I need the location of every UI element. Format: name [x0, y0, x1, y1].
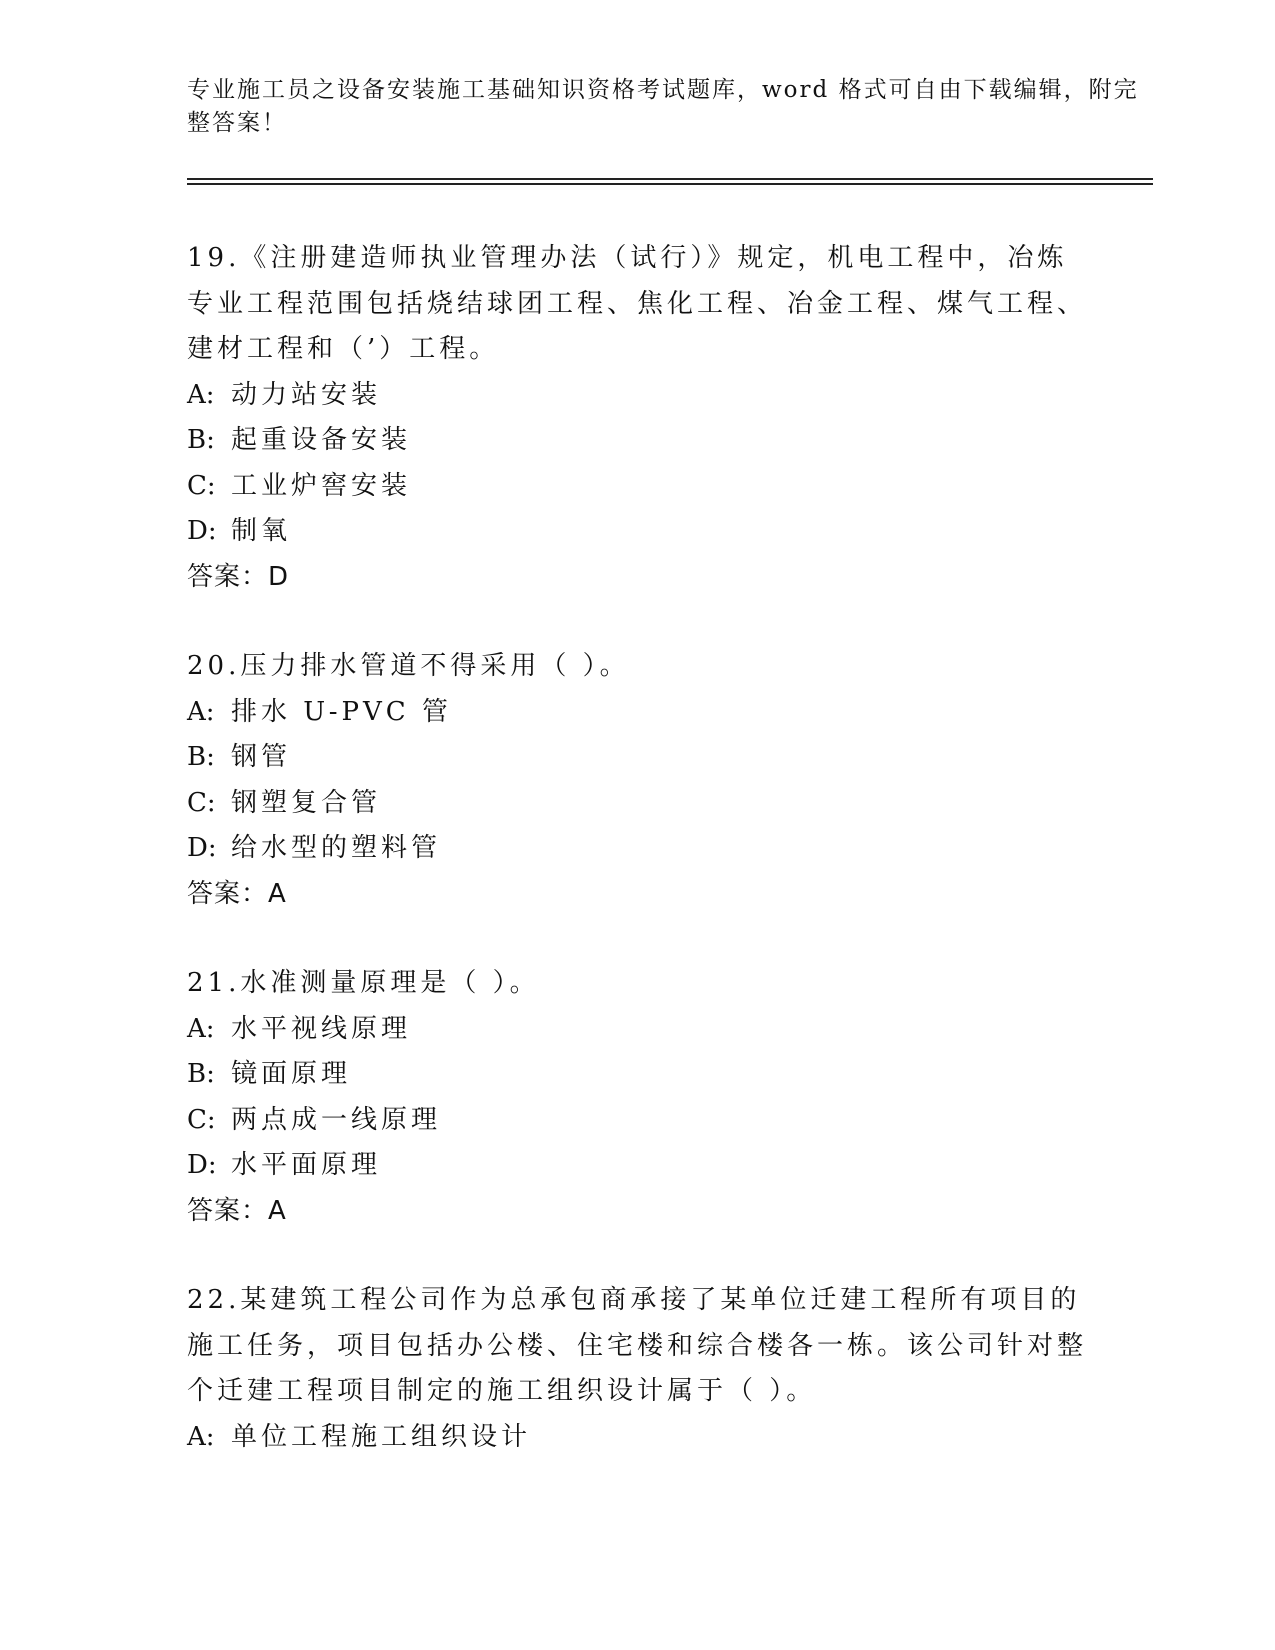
option-text: 排水 U-PVC 管: [231, 696, 452, 727]
question-list: [187, 236, 1087, 1460]
option-text: 水平面原理: [231, 1150, 382, 1180]
option-text: 两点成一线原理: [231, 1104, 442, 1135]
answer-line: 答案：A: [187, 878, 287, 909]
option-letter: B:: [187, 425, 215, 455]
option-c: [187, 464, 1087, 510]
option-text: 钢管: [231, 742, 292, 772]
question-text: 20.压力排水管道不得采用（ ）。: [187, 651, 630, 681]
question-spacer: [187, 600, 1087, 644]
document-header: [187, 74, 1147, 140]
question-text: 21.水准测量原理是（ ）。: [187, 968, 540, 998]
question-text: 22.某建筑工程公司作为总承包商承接了某单位迁建工程所有项目的施工任务，项目包括办公楼、住宅楼和综合楼各一栋。该公司针对整个迁建工程项目制定的施工组织设计属于（ ）。: [187, 1285, 1088, 1406]
question-20: [187, 644, 1087, 917]
header-divider-top: [187, 178, 1153, 180]
option-d: [187, 509, 1087, 555]
option-text: 给水型的塑料管: [231, 833, 442, 863]
option-a: [187, 1415, 1087, 1461]
option-b: [187, 1052, 1087, 1098]
option-text: 起重设备安装: [231, 425, 412, 455]
option-a: [187, 690, 1087, 736]
option-text: 动力站安装: [231, 379, 382, 410]
option-letter: D:: [187, 833, 217, 863]
option-letter: A:: [187, 1013, 215, 1044]
answer-line: 答案：A: [187, 1195, 287, 1226]
question-21: [187, 961, 1087, 1234]
option-letter: C:: [187, 470, 216, 501]
option-d: [187, 826, 1087, 872]
question-22: [187, 1278, 1087, 1460]
option-letter: A:: [187, 379, 215, 410]
option-letter: D:: [187, 1150, 217, 1180]
option-text: 镜面原理: [231, 1059, 352, 1089]
question-19: [187, 236, 1087, 600]
option-text: 钢塑复合管: [231, 787, 382, 818]
header-divider-bottom: [187, 183, 1153, 185]
option-letter: C:: [187, 1104, 216, 1135]
question-spacer: [187, 917, 1087, 961]
option-b: [187, 418, 1087, 464]
option-text: 工业炉窖安装: [231, 470, 412, 501]
question-text: 19.《注册建造师执业管理办法（试行）》规定，机电工程中，冶炼专业工程范围包括烧结球团工程、焦化工程、冶金工程、煤气工程、建材工程和（’）工程。: [187, 243, 1088, 364]
option-letter: A:: [187, 1421, 215, 1452]
option-d: [187, 1143, 1087, 1189]
option-text: 制氧: [231, 516, 292, 546]
option-letter: C:: [187, 787, 216, 818]
option-letter: A:: [187, 696, 215, 727]
option-letter: B:: [187, 742, 215, 772]
header-text: 专业施工员之设备安装施工基础知识资格考试题库，word 格式可自由下载编辑，附完整答案！: [187, 77, 1139, 136]
option-text: 单位工程施工组织设计: [231, 1421, 532, 1452]
option-a: [187, 1007, 1087, 1053]
option-c: [187, 781, 1087, 827]
option-letter: B:: [187, 1059, 215, 1089]
option-letter: D:: [187, 516, 217, 546]
option-text: 水平视线原理: [231, 1013, 412, 1044]
option-b: [187, 735, 1087, 781]
answer-line: 答案：D: [187, 561, 290, 592]
option-a: [187, 373, 1087, 419]
question-spacer: [187, 1234, 1087, 1278]
option-c: [187, 1098, 1087, 1144]
